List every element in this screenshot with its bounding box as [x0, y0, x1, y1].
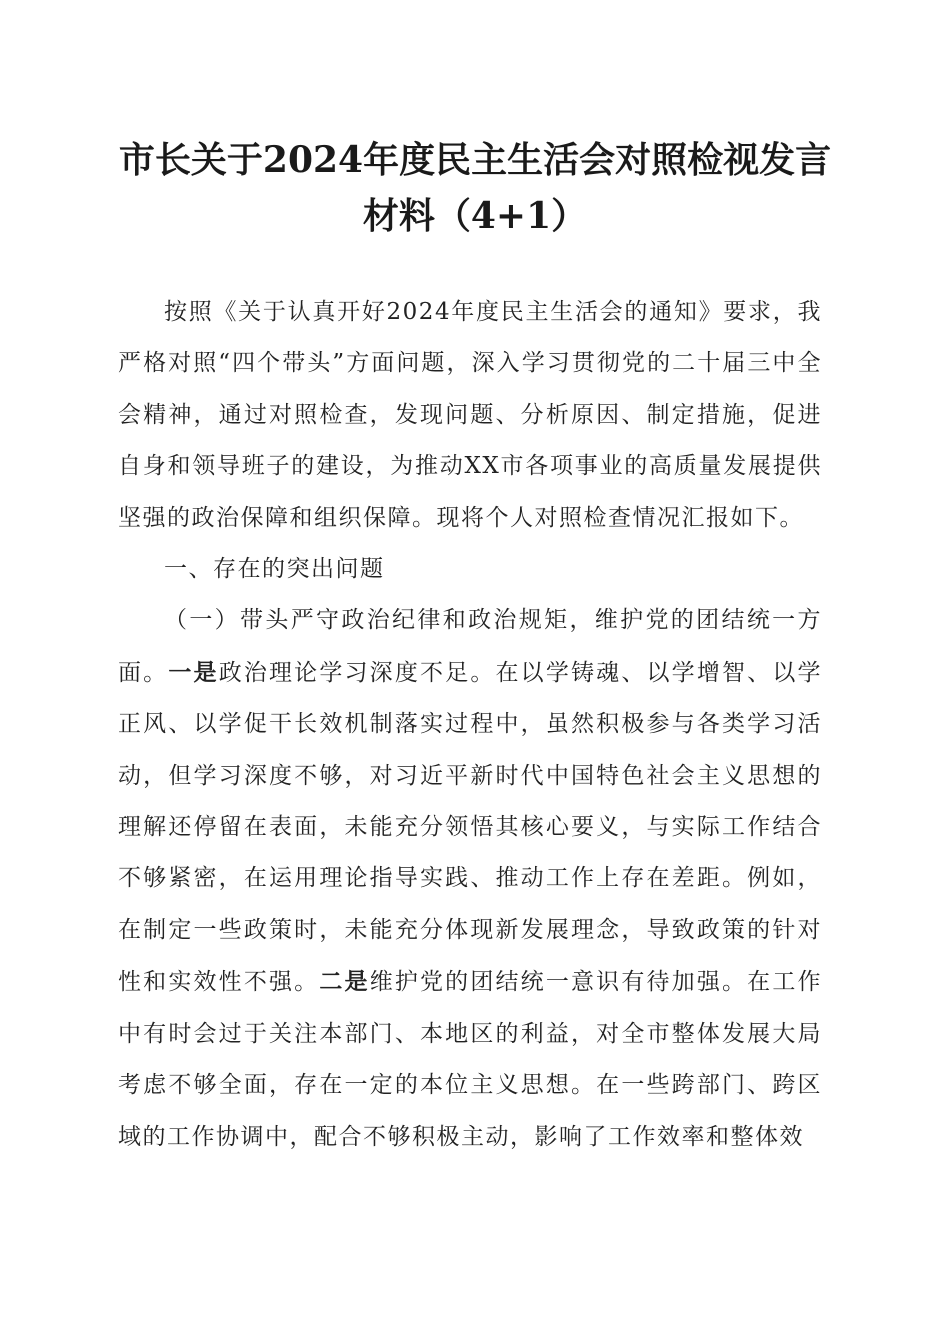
intro-paragraph: 按照《关于认真开好2024年度民主生活会的通知》要求，我严格对照“四个带头”方面问题，深入学习贯彻党的二十届三中全会精神，通过对照检查，发现问题、分析原因、制定措施，促进自身和领导班子的建设，为推动XX市各项事业的高质量发展提供坚强的政治保障和组织保障。现将个人对照检查情况汇报如下。 — [118, 299, 822, 531]
point-two-text: 维护党的团结统一意识有待加强。在工作中有时会过于关注本部门、本地区的利益，对全市整体发展大局考虑不够全面，存在一定的本位主义思想。在一些跨部门、跨区域的工作协调中，配合不够积极主动，影响了工作效率和整体效 — [118, 969, 823, 1150]
point-one-lead: 一是 — [168, 658, 219, 686]
point-one-text: 政治理论学习深度不足。在以学铸魂、以学增智、以学正风、以学促干长效机制落实过程中，虽然积极参与各类学习活动，但学习深度不够，对习近平新时代中国特色社会主义思想的理解还停留在表面，未能充分领悟其核心要义，与实际工作结合不够紧密，在运用理论指导实践、推动工作上存在差距。例如，在制定一些政策时，未能充分体现新发展理念，导致政策的针对性和实效性不强。 — [118, 659, 823, 996]
document-title: 市长关于2024年度民主生活会对照检视发言材料（4+1） — [118, 139, 832, 237]
subsection-paragraph — [118, 595, 822, 1162]
section-heading: 一、存在的突出问题 — [164, 556, 385, 583]
subsection-heading: （一）带头严守政治纪律和政治规矩，维护党的团结统一方面。 — [118, 607, 822, 686]
document-body — [118, 287, 822, 1163]
point-two-lead: 二是 — [319, 968, 370, 996]
